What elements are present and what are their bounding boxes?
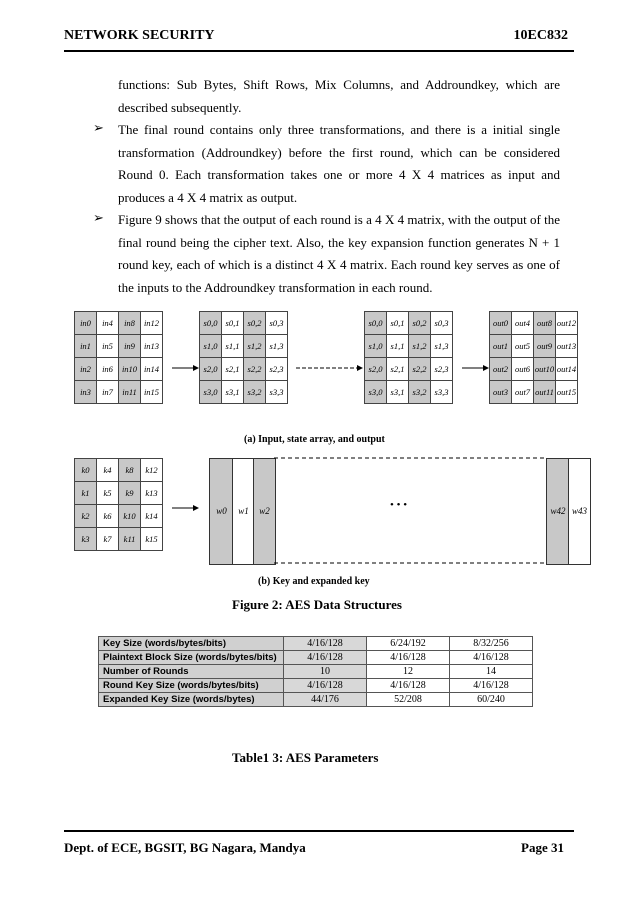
table-row — [99, 665, 533, 679]
matrix-cell: s3,3 — [266, 381, 288, 404]
table-cell: 52/208 — [367, 693, 450, 707]
table-cell: 4/16/128 — [284, 679, 367, 693]
table-cell: 44/176 — [284, 693, 367, 707]
matrix-cell: out9 — [534, 335, 556, 358]
matrix-cell: out8 — [534, 312, 556, 335]
matrix-cell: k12 — [141, 459, 163, 482]
matrix-cell: s3,3 — [431, 381, 453, 404]
figure-title: Figure 2: AES Data Structures — [232, 597, 402, 612]
table-cell: 8/32/256 — [450, 637, 533, 651]
table-cell: 4/16/128 — [367, 651, 450, 665]
bullet-icon: ➢ — [93, 120, 104, 135]
matrix-cell: k9 — [119, 482, 141, 505]
matrix-cell: k4 — [97, 459, 119, 482]
matrix-cell: s1,1 — [222, 335, 244, 358]
matrix-cell: s1,3 — [431, 335, 453, 358]
matrix-cell: in12 — [141, 312, 163, 335]
paragraph-bullet-2: Figure 9 shows that the output of each round is a 4 X 4 matrix, with the output of the final round being the cipher text. Also, the key expansion function generates N + 1 round key, each of which is a distinct 4 X 4 matrix. Each round key serves as one of the inputs to the Addroundkey transformation in each round. — [118, 212, 560, 295]
matrix-cell: in1 — [75, 335, 97, 358]
matrix-cell: s1,2 — [409, 335, 431, 358]
matrix-cell: out13 — [556, 335, 578, 358]
matrix-cell: s2,3 — [266, 358, 288, 381]
matrix-cell: s2,0 — [365, 358, 387, 381]
matrix-cell: out7 — [512, 381, 534, 404]
paragraph-intro: functions: Sub Bytes, Shift Rows, Mix Columns, and Addroundkey, which are described subsequently. — [118, 77, 560, 115]
matrix-cell: s2,0 — [200, 358, 222, 381]
matrix-cell: k2 — [75, 505, 97, 528]
expanded-key-word: w0 — [209, 458, 234, 565]
matrix-cell: out1 — [490, 335, 512, 358]
table-cell: 4/16/128 — [450, 679, 533, 693]
matrix-cell: in13 — [141, 335, 163, 358]
matrix-cell: out5 — [512, 335, 534, 358]
matrix-cell: s0,2 — [409, 312, 431, 335]
matrix-cell: k3 — [75, 528, 97, 551]
expanded-key-word: w42 — [546, 458, 570, 565]
table-row — [99, 651, 533, 665]
matrix-cell: out4 — [512, 312, 534, 335]
matrix-cell: k7 — [97, 528, 119, 551]
matrix-cell: in0 — [75, 312, 97, 335]
matrix-cell: k13 — [141, 482, 163, 505]
matrix-cell: k1 — [75, 482, 97, 505]
footer-page-number: Page 31 — [521, 840, 564, 855]
table-row — [99, 679, 533, 693]
matrix-cell: s1,1 — [387, 335, 409, 358]
matrix-cell: s2,1 — [222, 358, 244, 381]
matrix-cell: s2,3 — [431, 358, 453, 381]
matrix-cell: k8 — [119, 459, 141, 482]
matrix-cell: k14 — [141, 505, 163, 528]
matrix-cell: s3,1 — [222, 381, 244, 404]
matrix-cell: s0,0 — [365, 312, 387, 335]
matrix-cell: s3,2 — [244, 381, 266, 404]
matrix-cell: out14 — [556, 358, 578, 381]
matrix-cell: k15 — [141, 528, 163, 551]
matrix-cell: in11 — [119, 381, 141, 404]
matrix-cell: in9 — [119, 335, 141, 358]
footer-dept: Dept. of ECE, BGSIT, BG Nagara, Mandya — [64, 840, 306, 855]
matrix-cell: k10 — [119, 505, 141, 528]
table-cell: 4/16/128 — [367, 679, 450, 693]
matrix-cell: in15 — [141, 381, 163, 404]
matrix-cell: in5 — [97, 335, 119, 358]
matrix-cell: s1,2 — [244, 335, 266, 358]
matrix-cell: s0,1 — [387, 312, 409, 335]
expanded-key-word: w43 — [568, 458, 591, 565]
matrix-cell: s3,0 — [365, 381, 387, 404]
matrix-cell: out0 — [490, 312, 512, 335]
matrix-cell: s3,2 — [409, 381, 431, 404]
matrix-cell: out12 — [556, 312, 578, 335]
matrix-cell: s0,1 — [222, 312, 244, 335]
matrix-cell: in8 — [119, 312, 141, 335]
matrix-cell: out6 — [512, 358, 534, 381]
caption-b: (b) Key and expanded key — [258, 576, 370, 587]
table-label: Number of Rounds — [99, 665, 284, 679]
matrix-cell: out11 — [534, 381, 556, 404]
table-row — [99, 637, 533, 651]
matrix-cell: out3 — [490, 381, 512, 404]
table-label: Round Key Size (words/bytes/bits) — [99, 679, 284, 693]
table-label: Key Size (words/bytes/bits) — [99, 637, 284, 651]
bullet-icon: ➢ — [93, 210, 104, 225]
matrix-cell: s2,2 — [409, 358, 431, 381]
matrix-cell: in6 — [97, 358, 119, 381]
table-cell: 14 — [450, 665, 533, 679]
matrix-cell: in10 — [119, 358, 141, 381]
matrix-cell: in4 — [97, 312, 119, 335]
matrix-cell: out2 — [490, 358, 512, 381]
page-footer — [64, 830, 574, 855]
matrix-cell: s3,0 — [200, 381, 222, 404]
table-row — [99, 693, 533, 707]
table-cell: 4/16/128 — [284, 651, 367, 665]
matrix-cell: s0,0 — [200, 312, 222, 335]
table-cell: 10 — [284, 665, 367, 679]
table-cell: 4/16/128 — [450, 651, 533, 665]
matrix-cell: out10 — [534, 358, 556, 381]
matrix-cell: s0,3 — [266, 312, 288, 335]
table-cell: 6/24/192 — [367, 637, 450, 651]
caption-a: (a) Input, state array, and output — [244, 434, 385, 445]
matrix-cell: in2 — [75, 358, 97, 381]
matrix-cell: s0,2 — [244, 312, 266, 335]
expanded-key-word: w2 — [253, 458, 276, 565]
matrix-cell: s1,0 — [365, 335, 387, 358]
table-cell: 4/16/128 — [284, 637, 367, 651]
expanded-key-word: w1 — [232, 458, 255, 565]
matrix-cell: out15 — [556, 381, 578, 404]
table-cell: 60/240 — [450, 693, 533, 707]
paragraph-bullet-1: The final round contains only three transformations, and there is a initial single transformation (Addroundkey) before the first round, which can be considered Round 0. Each transformation takes one or more 4 X 4 matrices as input and produces a 4 X 4 matrix as output. — [118, 122, 560, 205]
matrix-cell: in14 — [141, 358, 163, 381]
matrix-cell: s0,3 — [431, 312, 453, 335]
table-title: Table1 3: AES Parameters — [232, 750, 379, 765]
matrix-cell: k0 — [75, 459, 97, 482]
aes-parameters-table — [98, 636, 533, 707]
matrix-cell: s2,2 — [244, 358, 266, 381]
header-code: 10EC832 — [513, 28, 568, 43]
table-cell: 12 — [367, 665, 450, 679]
matrix-cell: k6 — [97, 505, 119, 528]
matrix-cell: k5 — [97, 482, 119, 505]
matrix-cell: in3 — [75, 381, 97, 404]
table-label: Plaintext Block Size (words/bytes/bits) — [99, 651, 284, 665]
matrix-cell: in7 — [97, 381, 119, 404]
ellipsis: • • • — [390, 499, 408, 511]
header-title: NETWORK SECURITY — [64, 28, 215, 43]
matrix-cell: s1,0 — [200, 335, 222, 358]
matrix-cell: s3,1 — [387, 381, 409, 404]
matrix-cell: s1,3 — [266, 335, 288, 358]
matrix-cell: k11 — [119, 528, 141, 551]
matrix-cell: s2,1 — [387, 358, 409, 381]
table-label: Expanded Key Size (words/bytes) — [99, 693, 284, 707]
